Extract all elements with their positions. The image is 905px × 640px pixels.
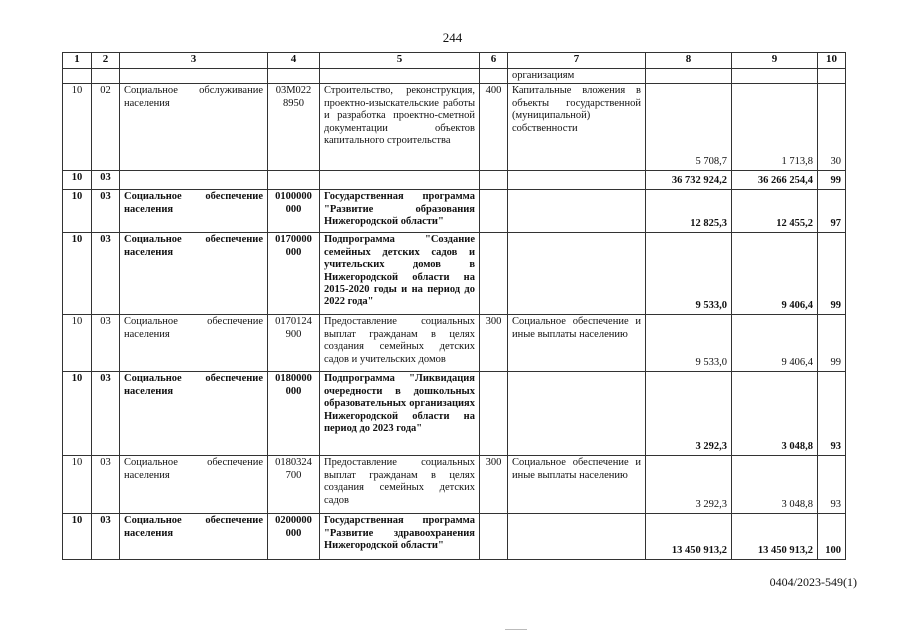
target-article-cell: 0170000 000 <box>268 233 320 315</box>
percent-cell: 30 <box>818 84 846 171</box>
document-code: 0404/2023-549(1) <box>769 575 857 589</box>
percent-cell: 93 <box>818 456 846 514</box>
expense-name-cell: организациям <box>508 69 646 84</box>
subsection-cell: 03 <box>92 372 120 456</box>
subsection-cell: 03 <box>92 315 120 372</box>
planned-amount-cell: 5 708,7 <box>646 84 732 171</box>
section-cell: 10 <box>63 171 92 190</box>
percent-cell: 97 <box>818 190 846 233</box>
header-cell: 6 <box>480 53 508 69</box>
target-article-cell: 0100000 000 <box>268 190 320 233</box>
expense-name-cell <box>508 233 646 315</box>
planned-amount-cell: 9 533,0 <box>646 315 732 372</box>
expense-name-cell <box>508 190 646 233</box>
header-cell: 2 <box>92 53 120 69</box>
description-cell <box>320 69 480 84</box>
table-row <box>63 69 846 84</box>
expense-name-cell: Социальное обеспечение и иные выплаты населению <box>508 315 646 372</box>
percent-cell: 100 <box>818 514 846 560</box>
header-cell: 3 <box>120 53 268 69</box>
target-article-cell: 03М022 8950 <box>268 84 320 171</box>
header-cell: 4 <box>268 53 320 69</box>
subsection-cell: 03 <box>92 514 120 560</box>
actual-amount-cell: 1 713,8 <box>732 84 818 171</box>
actual-amount-cell: 12 455,2 <box>732 190 818 233</box>
planned-amount-cell: 3 292,3 <box>646 372 732 456</box>
header-cell: 8 <box>646 53 732 69</box>
planned-amount-cell: 36 732 924,2 <box>646 171 732 190</box>
target-article-cell: 0180324 700 <box>268 456 320 514</box>
percent-cell: 99 <box>818 315 846 372</box>
expense-type-cell <box>480 190 508 233</box>
target-article-cell: 0200000 000 <box>268 514 320 560</box>
actual-amount-cell: 3 048,8 <box>732 372 818 456</box>
target-article-cell: 0170124 900 <box>268 315 320 372</box>
expense-name-cell <box>508 372 646 456</box>
description-cell: Предоставление социальных выплат гражданам в целях создания семейных детских садов и учительских домов <box>320 315 480 372</box>
scan-artifact <box>505 629 527 634</box>
section-cell: 10 <box>63 514 92 560</box>
section-cell: 10 <box>63 315 92 372</box>
expense-type-cell: 400 <box>480 84 508 171</box>
expense-name-cell: Социальное обеспечение и иные выплаты населению <box>508 456 646 514</box>
description-cell <box>320 171 480 190</box>
section-name-cell: Социальное обеспечение населения <box>120 372 268 456</box>
section-cell: 10 <box>63 456 92 514</box>
table-row <box>63 233 846 315</box>
description-cell: Государственная программа "Развитие образования Нижегородской области" <box>320 190 480 233</box>
header-cell: 5 <box>320 53 480 69</box>
description-cell: Предоставление социальных выплат гражданам в целях создания семейных детских садов <box>320 456 480 514</box>
table-row <box>63 84 846 171</box>
planned-amount-cell: 3 292,3 <box>646 456 732 514</box>
section-cell: 10 <box>63 84 92 171</box>
subsection-cell: 02 <box>92 84 120 171</box>
budget-table <box>62 52 846 560</box>
percent-cell: 99 <box>818 233 846 315</box>
table-row <box>63 315 846 372</box>
actual-amount-cell: 9 406,4 <box>732 315 818 372</box>
percent-cell: 93 <box>818 372 846 456</box>
percent-cell: 99 <box>818 171 846 190</box>
expense-name-cell: Капитальные вложения в объекты государственной (муниципальной) собственности <box>508 84 646 171</box>
section-name-cell: Социальное обеспечение населения <box>120 514 268 560</box>
table-row <box>63 372 846 456</box>
expense-type-cell: 300 <box>480 456 508 514</box>
section-name-cell <box>120 171 268 190</box>
section-name-cell: Социальное обеспечение населения <box>120 190 268 233</box>
section-cell: 10 <box>63 190 92 233</box>
section-cell: 10 <box>63 233 92 315</box>
description-cell: Подпрограмма "Ликвидация очередности в дошкольных образовательных организациях Нижегородской области на период до 2023 года" <box>320 372 480 456</box>
header-cell: 1 <box>63 53 92 69</box>
section-name-cell: Социальное обслуживание населения <box>120 84 268 171</box>
actual-amount-cell <box>732 69 818 84</box>
section-name-cell: Социальное обеспечение населения <box>120 456 268 514</box>
section-cell <box>63 69 92 84</box>
expense-name-cell <box>508 171 646 190</box>
planned-amount-cell: 13 450 913,2 <box>646 514 732 560</box>
target-article-cell <box>268 69 320 84</box>
subsection-cell: 03 <box>92 233 120 315</box>
table-row <box>63 190 846 233</box>
expense-type-cell <box>480 372 508 456</box>
planned-amount-cell: 12 825,3 <box>646 190 732 233</box>
planned-amount-cell <box>646 69 732 84</box>
description-cell: Строительство, реконструкция, проектно-изыскательские работы и разработка проектно-сметной документации объектов капитального строительства <box>320 84 480 171</box>
subsection-cell <box>92 69 120 84</box>
header-cell: 7 <box>508 53 646 69</box>
page-number: 244 <box>442 30 463 45</box>
expense-type-cell: 300 <box>480 315 508 372</box>
description-cell: Государственная программа "Развитие здравоохранения Нижегородской области" <box>320 514 480 560</box>
header-cell: 9 <box>732 53 818 69</box>
header-cell: 10 <box>818 53 846 69</box>
expense-type-cell <box>480 514 508 560</box>
section-name-cell: Социальное обеспечение населения <box>120 315 268 372</box>
section-name-cell: Социальное обеспечение населения <box>120 233 268 315</box>
subsection-cell: 03 <box>92 190 120 233</box>
planned-amount-cell: 9 533,0 <box>646 233 732 315</box>
description-cell: Подпрограмма "Создание семейных детских садов и учительских домов в Нижегородской области на 2015-2020 годы и на период до 2022 года" <box>320 233 480 315</box>
actual-amount-cell: 13 450 913,2 <box>732 514 818 560</box>
target-article-cell <box>268 171 320 190</box>
expense-type-cell <box>480 171 508 190</box>
table-row <box>63 456 846 514</box>
actual-amount-cell: 3 048,8 <box>732 456 818 514</box>
section-cell: 10 <box>63 372 92 456</box>
target-article-cell: 0180000 000 <box>268 372 320 456</box>
expense-name-cell <box>508 514 646 560</box>
table-row <box>63 514 846 560</box>
subsection-cell: 03 <box>92 171 120 190</box>
table-row <box>63 171 846 190</box>
expense-type-cell <box>480 69 508 84</box>
actual-amount-cell: 9 406,4 <box>732 233 818 315</box>
expense-type-cell <box>480 233 508 315</box>
section-name-cell <box>120 69 268 84</box>
header-row <box>63 53 846 69</box>
percent-cell <box>818 69 846 84</box>
actual-amount-cell: 36 266 254,4 <box>732 171 818 190</box>
subsection-cell: 03 <box>92 456 120 514</box>
